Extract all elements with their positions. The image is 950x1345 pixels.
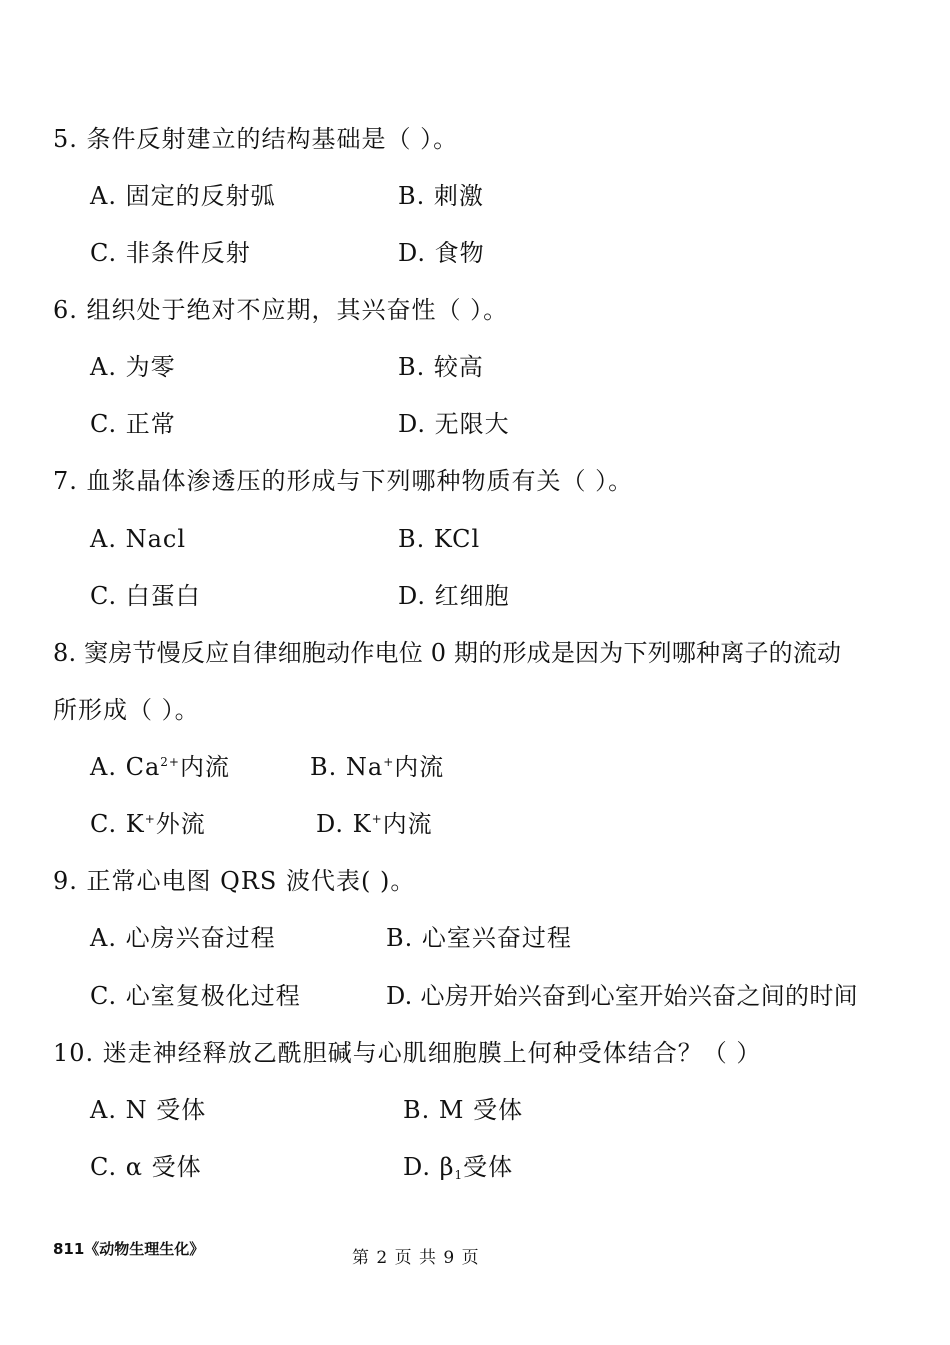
question-7-option-b: B. KCl — [398, 525, 481, 553]
question-8-option-d — [316, 809, 433, 839]
option-d-suffix: 受体 — [463, 1153, 514, 1181]
option-a-suffix: 内流 — [179, 753, 230, 781]
question-8-option-c — [90, 809, 206, 839]
question-8-stem-line-2: 所形成（ ）。 — [53, 696, 200, 724]
option-b-suffix: 内流 — [394, 753, 445, 781]
question-10-option-a: A. N 受体 — [90, 1096, 207, 1124]
option-a-superscript: 2+ — [160, 755, 180, 769]
question-10-option-d — [403, 1152, 513, 1182]
question-6-stem: 6. 组织处于绝对不应期，其兴奋性（ ）。 — [53, 296, 509, 324]
question-9-option-b: B. 心室兴奋过程 — [386, 924, 572, 952]
question-7-option-c: C. 白蛋白 — [90, 582, 201, 610]
option-d-prefix: D. β — [403, 1153, 455, 1181]
question-9-option-c: C. 心室复极化过程 — [90, 982, 301, 1010]
option-c-superscript: + — [144, 812, 156, 826]
option-b-superscript: + — [383, 755, 395, 769]
option-b-prefix: B. Na — [310, 753, 384, 781]
question-9-option-a: A. 心房兴奋过程 — [90, 924, 276, 952]
option-d-suffix: 内流 — [382, 810, 433, 838]
question-7-stem: 7. 血浆晶体渗透压的形成与下列哪种物质有关（ ）。 — [53, 467, 634, 495]
question-5-option-c: C. 非条件反射 — [90, 239, 251, 267]
question-6-option-b: B. 较高 — [398, 353, 484, 381]
question-5-option-b: B. 刺激 — [398, 182, 484, 210]
question-6-option-c: C. 正常 — [90, 410, 176, 438]
option-c-suffix: 外流 — [155, 810, 206, 838]
question-6-option-a: A. 为零 — [90, 353, 176, 381]
footer-page-number: 第 2 页 共 9 页 — [352, 1248, 480, 1268]
option-c-prefix: C. K — [90, 810, 145, 838]
option-d-subscript: 1 — [454, 1168, 464, 1182]
question-7-option-d: D. 红细胞 — [398, 582, 510, 610]
question-5-stem: 5. 条件反射建立的结构基础是（ ）。 — [53, 125, 459, 153]
footer-course-title: 811《动物生理生化》 — [53, 1240, 205, 1258]
option-d-prefix: D. K — [316, 810, 372, 838]
question-8-option-a — [90, 752, 230, 782]
question-7-option-a: A. Nacl — [90, 525, 187, 553]
question-8-stem-line-1: 8. 窦房节慢反应自律细胞动作电位 0 期的形成是因为下列哪种离子的流动 — [53, 639, 842, 667]
question-10-option-b: B. M 受体 — [403, 1096, 524, 1124]
option-a-prefix: A. Ca — [90, 753, 161, 781]
question-8-option-b — [310, 752, 444, 782]
question-6-option-d: D. 无限大 — [398, 410, 510, 438]
option-d-superscript: + — [371, 812, 383, 826]
question-9-option-d: D. 心房开始兴奋到心室开始兴奋之间的时间 — [386, 982, 858, 1010]
question-5-option-a: A. 固定的反射弧 — [90, 182, 276, 210]
question-9-stem: 9. 正常心电图 QRS 波代表( )。 — [53, 867, 416, 895]
question-10-stem: 10. 迷走神经释放乙酰胆碱与心肌细胞膜上何种受体结合？（ ） — [53, 1039, 762, 1067]
question-5-option-d: D. 食物 — [398, 239, 485, 267]
question-10-option-c: C. α 受体 — [90, 1153, 202, 1181]
